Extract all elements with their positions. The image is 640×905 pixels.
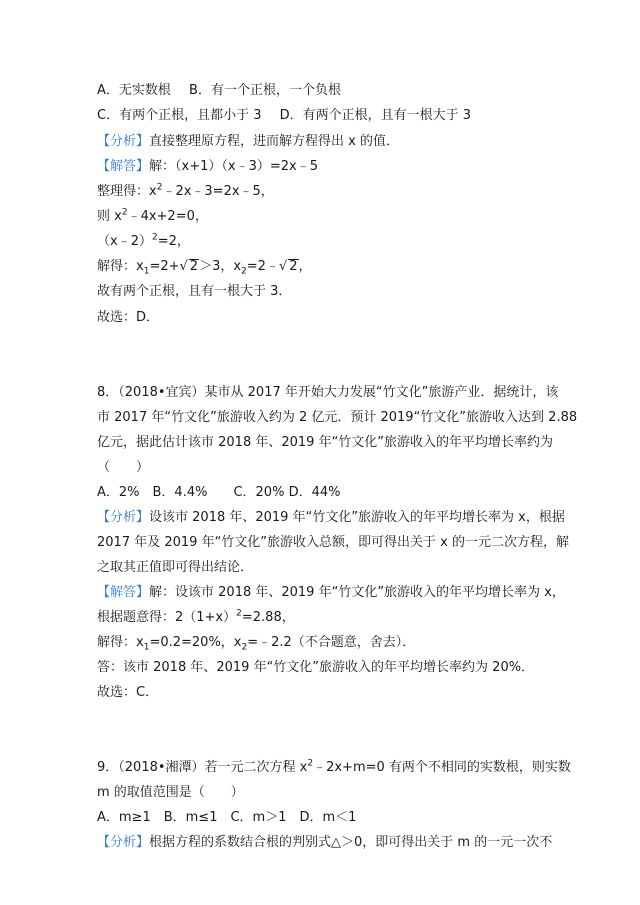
q8-analysis-line3: 之取其正值即可得出结论． [97,560,254,575]
q7-conclusion: 故有两个正根，且有一根大于 3． [97,284,292,299]
q7-step2 [97,208,208,226]
step-text: ＞3，x [199,259,242,274]
stem-text: 9．（2018•湘潭）若一元二次方程 x [97,760,308,775]
q7-step4 [97,258,312,276]
q7-choose: 故选：D． [97,310,160,325]
analysis-tag: 【分析】 [97,835,150,850]
analysis-tag: 【分析】 [97,510,150,525]
step-text: ﹣2x﹣3=2x﹣5， [162,184,274,199]
q9-stem-line1 [97,759,571,777]
subscript: 1 [143,266,150,277]
exponent: 2 [236,608,242,619]
q9-stem-line2: m 的取值范围是（ ） [97,785,244,800]
analysis-tag: 【分析】 [97,134,150,149]
step-text: ﹣4x+2=0， [127,209,208,224]
q9-options: A．m≥1 B．m≤1 C．m＞1 D．m＜1 [97,810,357,825]
step-text: =2﹣ [246,259,279,274]
step-text: 解得：x [97,259,144,274]
q8-choose: 故选：C． [97,685,159,700]
sqrt-radicand: 2 [289,259,298,274]
exponent: 2 [156,182,163,193]
q8-analysis-line2: 2017 年及 2019 年“竹文化”旅游收入总额，即可得出关于 x 的一元二次方程，解 [97,535,569,550]
q8-solution-line1 [97,584,565,602]
q7-analysis [97,133,399,151]
q7-step1 [97,183,274,201]
solution-text: 解：设该市 2018 年、2019 年“竹文化”旅游收入的年平均增长率为 x， [149,585,565,600]
step-text: ， [298,259,312,274]
analysis-text: 设该市 2018 年、2019 年“竹文化”旅游收入的年平均增长率为 x，根据 [149,510,565,525]
sqrt-radicand: 2 [189,259,199,274]
step-text: 整理得：x [97,184,157,199]
sqrt-sign: √ [179,259,188,274]
step-text: =2+ [149,259,180,274]
step-text: =﹣2.2（不合题意，舍去）． [247,635,416,650]
q7-solution [97,158,318,176]
exponent: 2 [307,758,314,769]
step-text: （x﹣2） [97,234,152,249]
q7-step3 [97,233,190,251]
stem-text: ﹣2x+m=0 有两个不相同的实数根，则实数 [313,760,571,775]
analysis-text: 直接整理原方程，进而解方程得出 x 的值． [149,134,399,149]
q8-solution-line3 [97,634,415,652]
q8-stem-line4: （ ） [97,460,150,475]
q8-stem-line1: 8．（2018•宜宾）某市从 2017 年开始大力发展“竹文化”旅游产业．据统计，该 [97,385,559,400]
exponent: 2 [151,232,158,243]
q7-option-c: C．有两个正根，且都小于 3 [97,108,262,123]
q7-option-a: A．无实数根 [97,83,171,98]
sqrt-sign: √ [278,259,288,274]
step-text: 则 x [97,209,122,224]
q8-stem-line2: 市 2017 年“竹文化”旅游收入约为 2 亿元．预计 2019“竹文化”旅游收入达到 2.88 [97,410,578,425]
subscript: 2 [241,642,248,653]
step-text: =2， [157,234,190,249]
solution-tag: 【解答】 [97,159,150,174]
q8-analysis-line1 [97,509,565,527]
q7-options-row1 [97,82,341,100]
step-text: =0.2=20%，x [149,635,242,650]
q8-answer: 答：该市 2018 年、2019 年“竹文化”旅游收入的年平均增长率约为 20%． [97,660,535,675]
q7-option-d: D．有两个正根，且有一根大于 3 [279,108,472,123]
q9-analysis-line1 [97,834,552,852]
subscript: 2 [241,266,247,277]
solution-text: 解：（x+1）（x﹣3）=2x﹣5 [149,159,318,174]
exponent: 2 [121,207,128,218]
q7-option-b: B．有一个正根，一个负根 [189,83,341,98]
q8-options: A．2% B．4.4% C．20% D．44% [97,485,341,500]
step-text: 根据题意得：2（1+x） [97,610,237,625]
solution-tag: 【解答】 [97,585,150,600]
q8-solution-line2 [97,609,295,627]
q7-options-row2 [97,107,471,125]
subscript: 1 [143,642,150,653]
q8-stem-line3: 亿元，据此估计该市 2018 年、2019 年“竹文化”旅游收入的年平均增长率约为 [97,435,554,450]
analysis-text: 根据方程的系数结合根的判别式△＞0，即可得出关于 m 的一元一次不 [149,835,553,850]
step-text: 解得：x [97,635,144,650]
step-text: =2.88， [241,610,295,625]
